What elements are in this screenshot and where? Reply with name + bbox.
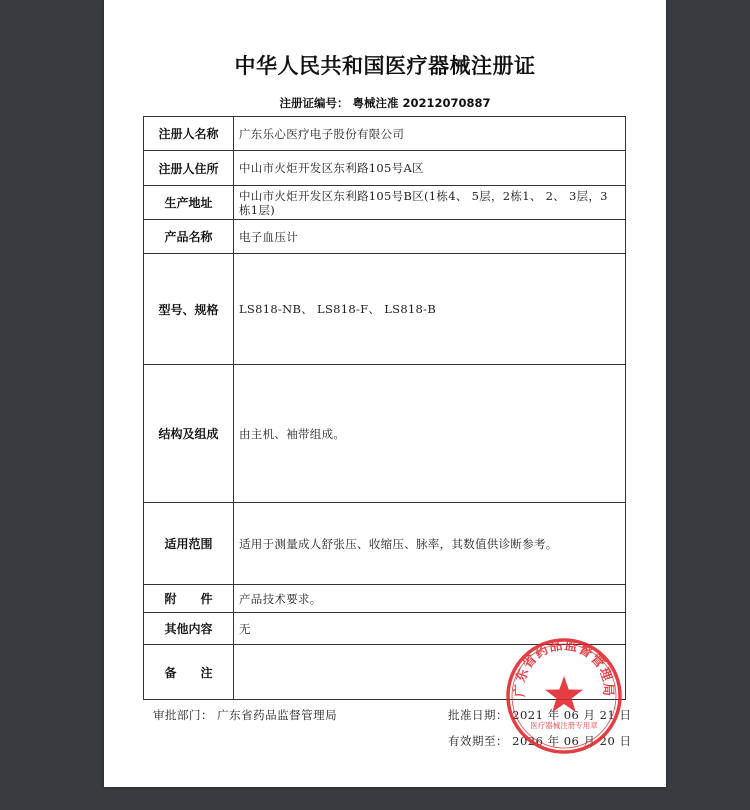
row-value: 中山市火炬开发区东利路105号A区	[234, 151, 626, 186]
registration-number: 注册证编号： 粤械注准 20212070887	[279, 96, 491, 110]
table-row	[144, 151, 626, 186]
table-row	[144, 186, 626, 220]
approval-date: 批准日期： 2021 年 06 月 21 日	[448, 708, 632, 722]
approval-department: 审批部门： 广东省药品监督管理局	[153, 708, 338, 722]
table-row	[144, 585, 626, 613]
seal-arc-text: 广东省药品监督管理局	[512, 638, 616, 698]
seal-subtext: 医疗器械注册专用章	[530, 721, 598, 730]
document-page	[104, 0, 666, 787]
row-value: 适用于测量成人舒张压、收缩压、脉率，其数值供诊断参考。	[234, 503, 626, 585]
official-seal-stamp	[504, 636, 624, 756]
row-label: 备 注	[144, 645, 234, 700]
table-row	[144, 220, 626, 254]
certificate-table	[143, 116, 626, 700]
row-label: 产品名称	[144, 220, 234, 254]
row-label: 注册人住所	[144, 151, 234, 186]
row-label: 生产地址	[144, 186, 234, 220]
row-value: 无	[234, 613, 626, 645]
row-label: 附 件	[144, 585, 234, 613]
valid-until-date: 有效期至： 2026 年 06 月 20 日	[448, 734, 632, 748]
row-value: 广东乐心医疗电子股份有限公司	[234, 117, 626, 151]
table-row	[144, 254, 626, 365]
document-title: 中华人民共和国医疗器械注册证	[234, 54, 536, 78]
row-label: 其他内容	[144, 613, 234, 645]
row-label: 结构及组成	[144, 365, 234, 503]
seal-star-icon	[545, 676, 583, 712]
row-label: 型号、规格	[144, 254, 234, 365]
row-value: LS818-NB、 LS818-F、 LS818-B	[234, 254, 626, 365]
row-label: 适用范围	[144, 503, 234, 585]
row-value: 中山市火炬开发区东利路105号B区(1栋4、 5层，2栋1、 2、 3层，3栋1层)	[234, 186, 626, 220]
table-row	[144, 365, 626, 503]
row-value: 产品技术要求。	[234, 585, 626, 613]
row-value: 电子血压计	[234, 220, 626, 254]
table-row	[144, 503, 626, 585]
row-value: 由主机、袖带组成。	[234, 365, 626, 503]
table-row	[144, 117, 626, 151]
row-label: 注册人名称	[144, 117, 234, 151]
